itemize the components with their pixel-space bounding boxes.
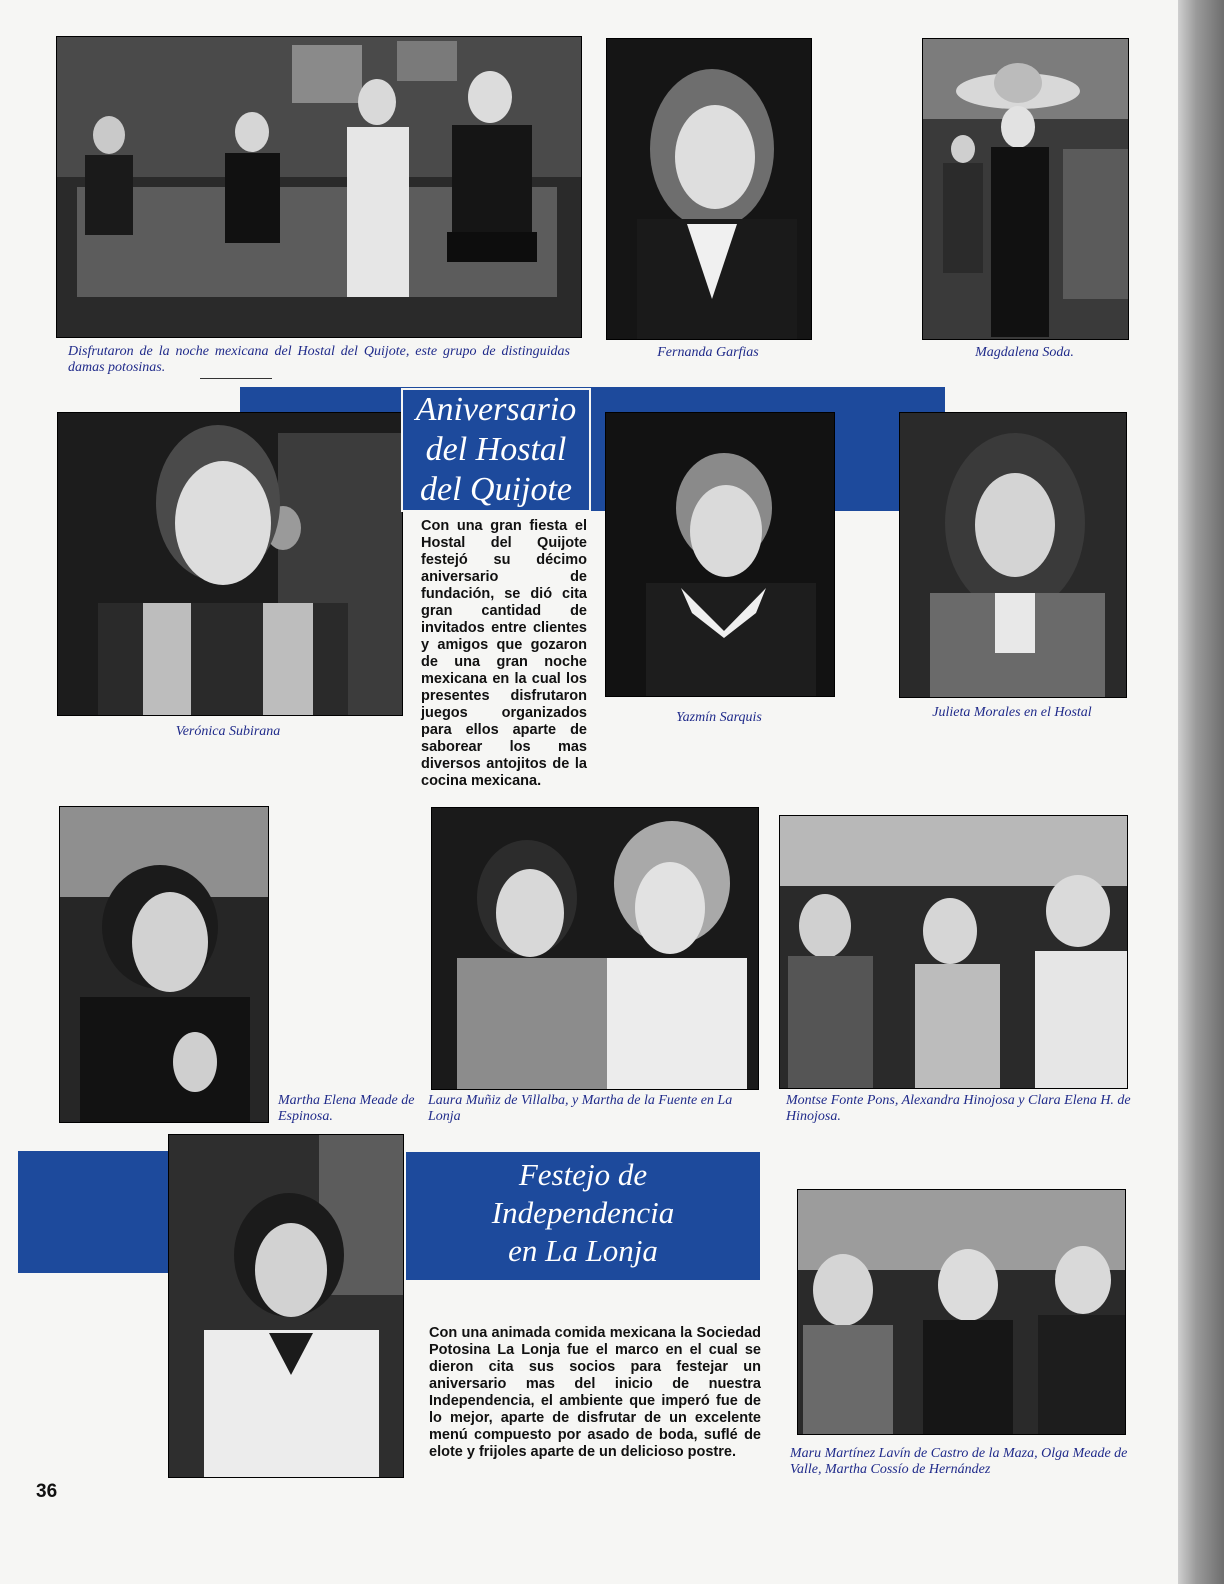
photo-montse: [779, 815, 1128, 1089]
body-festejo: Con una animada comida mexicana la Sociedad Potosina La Lonja fue el marco en el cual se dieron cita sus socios para festejar un aniversario mas del inicio de nuestra Independencia, el ambiente que imperó fue de lo mejor, aparte de disfrutar de un excelente menú compuesto por asado de boda, suflé de elote y frijoles aparte de un delicioso postre.: [429, 1325, 761, 1460]
title-festejo: [404, 1150, 762, 1282]
title-line-1: Aniversario: [415, 391, 577, 428]
caption-underline: [200, 378, 272, 379]
caption-julieta: Julieta Morales en el Hostal: [932, 705, 1092, 720]
caption-montse: Montse Fonte Pons, Alexandra Hinojosa y Clara Elena H. de Hinojosa.: [786, 1093, 1131, 1124]
title-line-1: Festejo de: [518, 1157, 648, 1192]
photo-martha-elena: [59, 806, 269, 1123]
photo-magdalena: [922, 38, 1129, 340]
photo-veronica: [57, 412, 403, 716]
photo-fernanda: [606, 38, 812, 340]
section-band-festejo: [18, 1151, 168, 1273]
caption-group-ladies: Disfrutaron de la noche mexicana del Hostal del Quijote, este grupo de distinguidas damas potosinas.: [68, 344, 570, 375]
page-spine-edge: [1178, 0, 1224, 1584]
title-line-3: en La Lonja: [508, 1233, 658, 1268]
caption-laura: Laura Muñiz de Villalba, y Martha de la Fuente en La Lonja: [428, 1093, 733, 1124]
title-line-2: Independencia: [491, 1195, 675, 1230]
photo-group-ladies: [56, 36, 582, 338]
photo-woman-lonja: [168, 1134, 404, 1478]
title-aniversario: [401, 388, 591, 512]
title-line-3: del Quijote: [419, 471, 573, 508]
body-aniversario: Con una gran fiesta el Hostal del Quijote festejó su décimo aniversario de fundación, se dió cita gran cantidad de invitados entre clientes y amigos que gozaron de una gran noche mexicana en la cual los presentes disfrutaron juegos organizados para ellos aparte de saborear los mas diversos antojitos de la cocina mexicana.: [421, 518, 587, 789]
photo-julieta: [899, 412, 1127, 698]
caption-magdalena: Magdalena Soda.: [975, 345, 1074, 360]
photo-yazmin: [605, 412, 835, 697]
caption-veronica: Verónica Subirana: [175, 724, 281, 739]
caption-martha-elena: Martha Elena Meade de Espinosa.: [278, 1093, 415, 1124]
page-number: 36: [36, 1481, 58, 1502]
caption-fernanda: Fernanda Garfias: [657, 345, 759, 360]
photo-maru: [797, 1189, 1126, 1435]
title-line-2: del Hostal: [425, 431, 567, 468]
caption-yazmin: Yazmín Sarquis: [676, 710, 762, 725]
caption-maru: Maru Martínez Lavín de Castro de la Maza, Olga Meade de Valle, Martha Cossío de Hernández: [790, 1446, 1128, 1477]
photo-laura: [431, 807, 759, 1090]
